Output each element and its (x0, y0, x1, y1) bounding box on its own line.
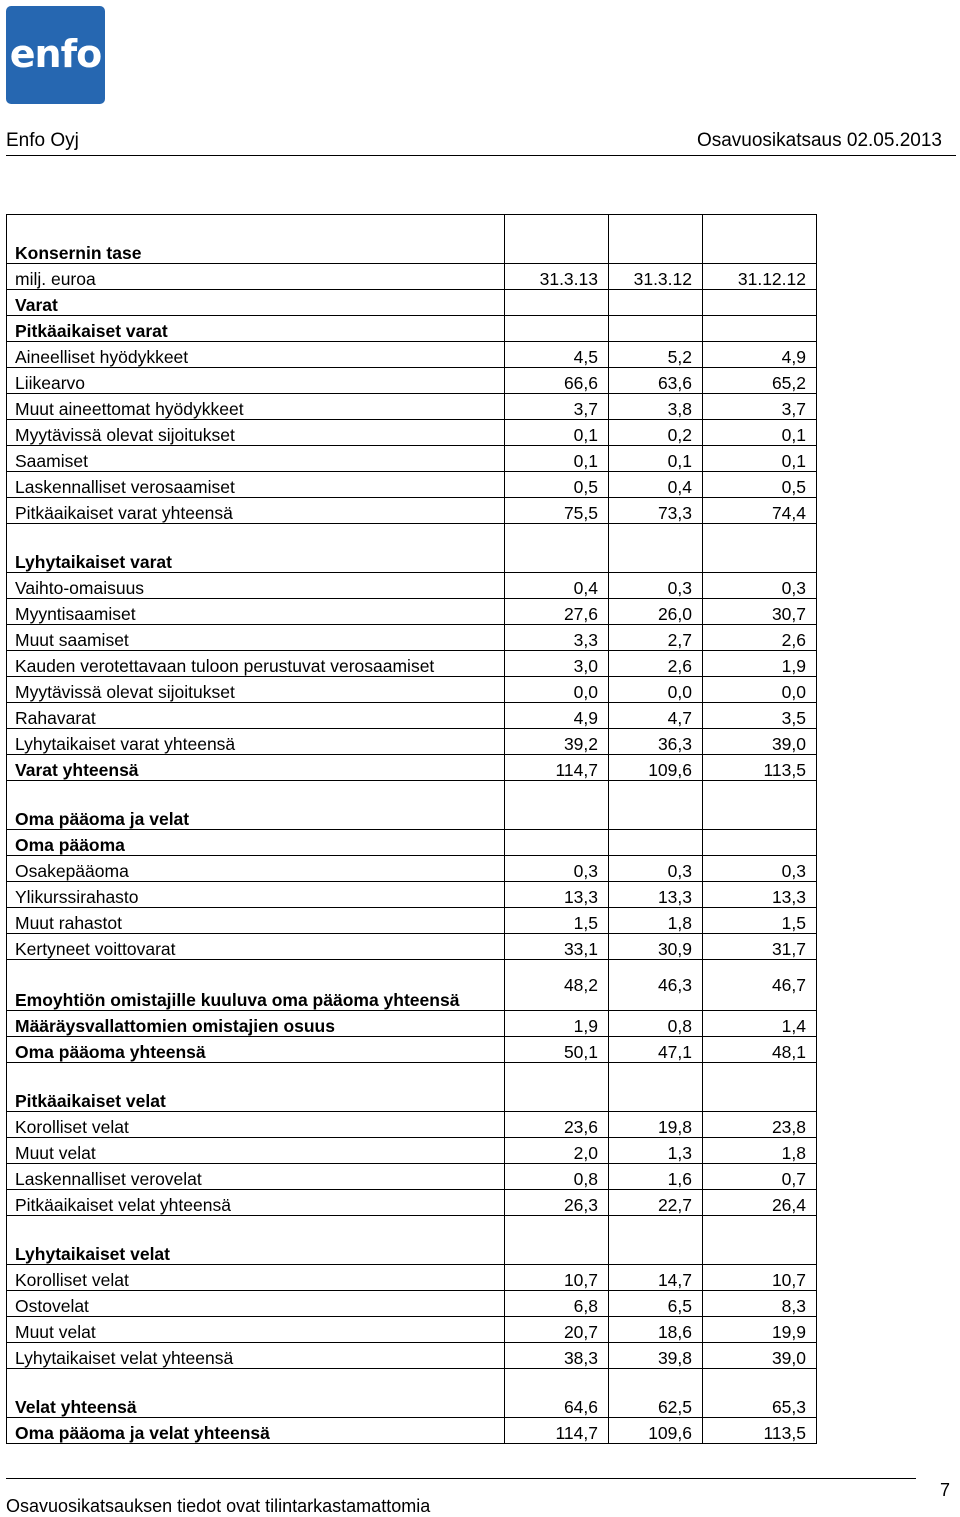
row-label: Pitkäaikaiset velat yhteensä (7, 1190, 505, 1216)
row-value: 64,6 (505, 1369, 609, 1418)
row-label: Muut velat (7, 1317, 505, 1343)
table-row (7, 934, 817, 960)
row-value: 47,1 (609, 1037, 703, 1063)
row-value (703, 524, 817, 573)
row-label: Lyhytaikaiset velat (7, 1216, 505, 1265)
column-header: 31.12.12 (703, 264, 817, 290)
row-value: 3,8 (609, 394, 703, 420)
table-row (7, 703, 817, 729)
table-row (7, 1164, 817, 1190)
table-row (7, 599, 817, 625)
row-value: 38,3 (505, 1343, 609, 1369)
table-row (7, 677, 817, 703)
row-value: 46,3 (609, 960, 703, 1011)
row-value (703, 781, 817, 830)
row-label: Vaihto-omaisuus (7, 573, 505, 599)
row-value: 0,0 (703, 677, 817, 703)
row-value: 114,7 (505, 755, 609, 781)
row-value (505, 316, 609, 342)
row-value: 4,9 (505, 703, 609, 729)
report-title: Osavuosikatsaus 02.05.2013 (696, 130, 942, 151)
row-label: Kertyneet voittovarat (7, 934, 505, 960)
row-value: 39,0 (703, 1343, 817, 1369)
row-value (703, 316, 817, 342)
row-value (505, 524, 609, 573)
balance-sheet-body (7, 215, 817, 1444)
table-row (7, 755, 817, 781)
table-row (7, 394, 817, 420)
row-value: 0,8 (609, 1011, 703, 1037)
row-label: Myyntisaamiset (7, 599, 505, 625)
row-value: 66,6 (505, 368, 609, 394)
table-row (7, 1190, 817, 1216)
row-value (609, 781, 703, 830)
row-value: 13,3 (609, 882, 703, 908)
row-value: 0,5 (505, 472, 609, 498)
row-value: 113,5 (703, 1418, 817, 1444)
row-value (505, 290, 609, 316)
row-value: 19,9 (703, 1317, 817, 1343)
row-value (609, 524, 703, 573)
row-value (609, 1216, 703, 1265)
row-value: 50,1 (505, 1037, 609, 1063)
row-value: 1,8 (703, 1138, 817, 1164)
table-row (7, 1418, 817, 1444)
column-header: 31.3.13 (505, 264, 609, 290)
table-row (7, 1112, 817, 1138)
footer-divider (6, 1478, 916, 1479)
row-value: 48,2 (505, 960, 609, 1011)
row-value: 73,3 (609, 498, 703, 524)
row-label: Osakepääoma (7, 856, 505, 882)
row-value: 65,2 (703, 368, 817, 394)
row-value: 109,6 (609, 1418, 703, 1444)
row-value: 75,5 (505, 498, 609, 524)
row-value (703, 1216, 817, 1265)
row-label: Ostovelat (7, 1291, 505, 1317)
row-label: Muut aineettomat hyödykkeet (7, 394, 505, 420)
row-value (505, 1063, 609, 1112)
row-value: 0,3 (703, 856, 817, 882)
row-label: Varat yhteensä (7, 755, 505, 781)
column-header: 31.3.12 (609, 264, 703, 290)
row-value (609, 290, 703, 316)
row-label: Kauden verotettavaan tuloon perustuvat verosaamiset (7, 651, 505, 677)
row-label: Määräysvallattomien omistajien osuus (7, 1011, 505, 1037)
row-label: Muut velat (7, 1138, 505, 1164)
row-value: 23,8 (703, 1112, 817, 1138)
row-value: 0,0 (505, 677, 609, 703)
row-label: Rahavarat (7, 703, 505, 729)
table-row (7, 1063, 817, 1112)
row-value: 8,3 (703, 1291, 817, 1317)
row-value: 18,6 (609, 1317, 703, 1343)
row-value: 0,2 (609, 420, 703, 446)
row-value: 74,4 (703, 498, 817, 524)
table-row (7, 573, 817, 599)
table-row (7, 625, 817, 651)
enfo-logo (6, 6, 105, 104)
row-value: 13,3 (505, 882, 609, 908)
row-value (703, 1063, 817, 1112)
row-label: Lyhytaikaiset velat yhteensä (7, 1343, 505, 1369)
table-row (7, 316, 817, 342)
row-value: 3,7 (703, 394, 817, 420)
table-row (7, 781, 817, 830)
row-label: Laskennalliset verovelat (7, 1164, 505, 1190)
row-value: 26,4 (703, 1190, 817, 1216)
row-value: 4,5 (505, 342, 609, 368)
row-value: 0,3 (609, 856, 703, 882)
row-value: 2,6 (609, 651, 703, 677)
row-label: Pitkäaikaiset varat yhteensä (7, 498, 505, 524)
table-row (7, 960, 817, 1011)
table-row (7, 1011, 817, 1037)
row-label: Korolliset velat (7, 1112, 505, 1138)
table-row (7, 342, 817, 368)
row-value: 22,7 (609, 1190, 703, 1216)
table-row (7, 1343, 817, 1369)
row-value: 1,3 (609, 1138, 703, 1164)
table-row (7, 830, 817, 856)
row-value: 10,7 (505, 1265, 609, 1291)
table-row (7, 1138, 817, 1164)
row-value: 3,3 (505, 625, 609, 651)
row-value (505, 1216, 609, 1265)
row-value: 1,9 (505, 1011, 609, 1037)
row-value: 10,7 (703, 1265, 817, 1291)
row-value: 0,1 (505, 446, 609, 472)
row-label: Varat (7, 290, 505, 316)
page-number: 7 (939, 1480, 950, 1500)
table-row (7, 1265, 817, 1291)
row-value: 39,2 (505, 729, 609, 755)
table-row (7, 1369, 817, 1418)
row-value: 31,7 (703, 934, 817, 960)
row-value: 2,0 (505, 1138, 609, 1164)
row-value (505, 781, 609, 830)
row-value: 46,7 (703, 960, 817, 1011)
table-title: Konsernin tase (7, 215, 505, 264)
balance-sheet-table (6, 214, 817, 1444)
table-row (7, 290, 817, 316)
row-value: 19,8 (609, 1112, 703, 1138)
row-value: 114,7 (505, 1418, 609, 1444)
row-value: 3,7 (505, 394, 609, 420)
row-value: 0,5 (703, 472, 817, 498)
row-value: 30,9 (609, 934, 703, 960)
row-label: Muut saamiset (7, 625, 505, 651)
row-value: 33,1 (505, 934, 609, 960)
row-label: Pitkäaikaiset varat (7, 316, 505, 342)
row-value: 0,0 (609, 677, 703, 703)
row-value: 63,6 (609, 368, 703, 394)
row-value: 2,6 (703, 625, 817, 651)
logo-text: enfo (9, 32, 102, 76)
table-row (7, 882, 817, 908)
row-value: 48,1 (703, 1037, 817, 1063)
table-row (7, 368, 817, 394)
table-row (7, 524, 817, 573)
row-value: 0,7 (703, 1164, 817, 1190)
table-title-row (7, 215, 817, 264)
row-label: Aineelliset hyödykkeet (7, 342, 505, 368)
row-label: Myytävissä olevat sijoitukset (7, 420, 505, 446)
table-row (7, 908, 817, 934)
table-row (7, 729, 817, 755)
row-value: 1,5 (505, 908, 609, 934)
row-label: Pitkäaikaiset velat (7, 1063, 505, 1112)
row-value: 3,5 (703, 703, 817, 729)
row-value: 0,4 (505, 573, 609, 599)
row-value: 3,0 (505, 651, 609, 677)
row-value: 6,8 (505, 1291, 609, 1317)
row-value: 6,5 (609, 1291, 703, 1317)
row-value: 0,3 (609, 573, 703, 599)
row-value: 2,7 (609, 625, 703, 651)
row-value: 14,7 (609, 1265, 703, 1291)
table-row (7, 1037, 817, 1063)
row-value: 26,0 (609, 599, 703, 625)
row-value: 4,7 (609, 703, 703, 729)
row-value: 65,3 (703, 1369, 817, 1418)
row-value: 0,1 (505, 420, 609, 446)
table-row (7, 498, 817, 524)
footer-note: Osavuosikatsauksen tiedot ovat tilintarkastamattomia (6, 1496, 431, 1516)
row-label: Oma pääoma (7, 830, 505, 856)
row-value: 39,8 (609, 1343, 703, 1369)
row-label: Oma pääoma ja velat yhteensä (7, 1418, 505, 1444)
row-label: Ylikurssirahasto (7, 882, 505, 908)
row-label: Muut rahastot (7, 908, 505, 934)
row-value: 0,3 (505, 856, 609, 882)
row-value: 30,7 (703, 599, 817, 625)
row-value: 113,5 (703, 755, 817, 781)
row-label: Emoyhtiön omistajille kuuluva oma pääoma yhteensä (7, 960, 505, 1011)
row-label: Lyhytaikaiset varat (7, 524, 505, 573)
row-value (703, 830, 817, 856)
row-value: 23,6 (505, 1112, 609, 1138)
row-value (505, 830, 609, 856)
unit-label: milj. euroa (7, 264, 505, 290)
row-value: 0,4 (609, 472, 703, 498)
row-value: 39,0 (703, 729, 817, 755)
table-row (7, 856, 817, 882)
row-label: Laskennalliset verosaamiset (7, 472, 505, 498)
table-row (7, 651, 817, 677)
row-value: 0,3 (703, 573, 817, 599)
row-label: Velat yhteensä (7, 1369, 505, 1418)
row-label: Liikearvo (7, 368, 505, 394)
row-value: 0,1 (703, 420, 817, 446)
row-value: 20,7 (505, 1317, 609, 1343)
row-value: 13,3 (703, 882, 817, 908)
row-label: Lyhytaikaiset varat yhteensä (7, 729, 505, 755)
row-value: 0,8 (505, 1164, 609, 1190)
row-value: 4,9 (703, 342, 817, 368)
row-value (609, 1063, 703, 1112)
column-header-row (7, 264, 817, 290)
table-row (7, 1291, 817, 1317)
company-name: Enfo Oyj (6, 130, 79, 151)
row-value: 1,5 (703, 908, 817, 934)
row-value: 27,6 (505, 599, 609, 625)
row-value: 1,8 (609, 908, 703, 934)
row-label: Myytävissä olevat sijoitukset (7, 677, 505, 703)
row-value: 5,2 (609, 342, 703, 368)
table-row (7, 446, 817, 472)
row-label: Oma pääoma ja velat (7, 781, 505, 830)
header-divider (6, 155, 956, 156)
row-label: Korolliset velat (7, 1265, 505, 1291)
table-row (7, 1216, 817, 1265)
row-value: 36,3 (609, 729, 703, 755)
row-value: 1,6 (609, 1164, 703, 1190)
table-row (7, 472, 817, 498)
row-label: Oma pääoma yhteensä (7, 1037, 505, 1063)
row-value (703, 290, 817, 316)
row-value: 26,3 (505, 1190, 609, 1216)
table-row (7, 420, 817, 446)
row-value (609, 830, 703, 856)
row-value: 0,1 (609, 446, 703, 472)
row-value: 0,1 (703, 446, 817, 472)
table-row (7, 1317, 817, 1343)
row-value: 1,4 (703, 1011, 817, 1037)
row-value: 1,9 (703, 651, 817, 677)
row-label: Saamiset (7, 446, 505, 472)
row-value (609, 316, 703, 342)
row-value: 109,6 (609, 755, 703, 781)
row-value: 62,5 (609, 1369, 703, 1418)
